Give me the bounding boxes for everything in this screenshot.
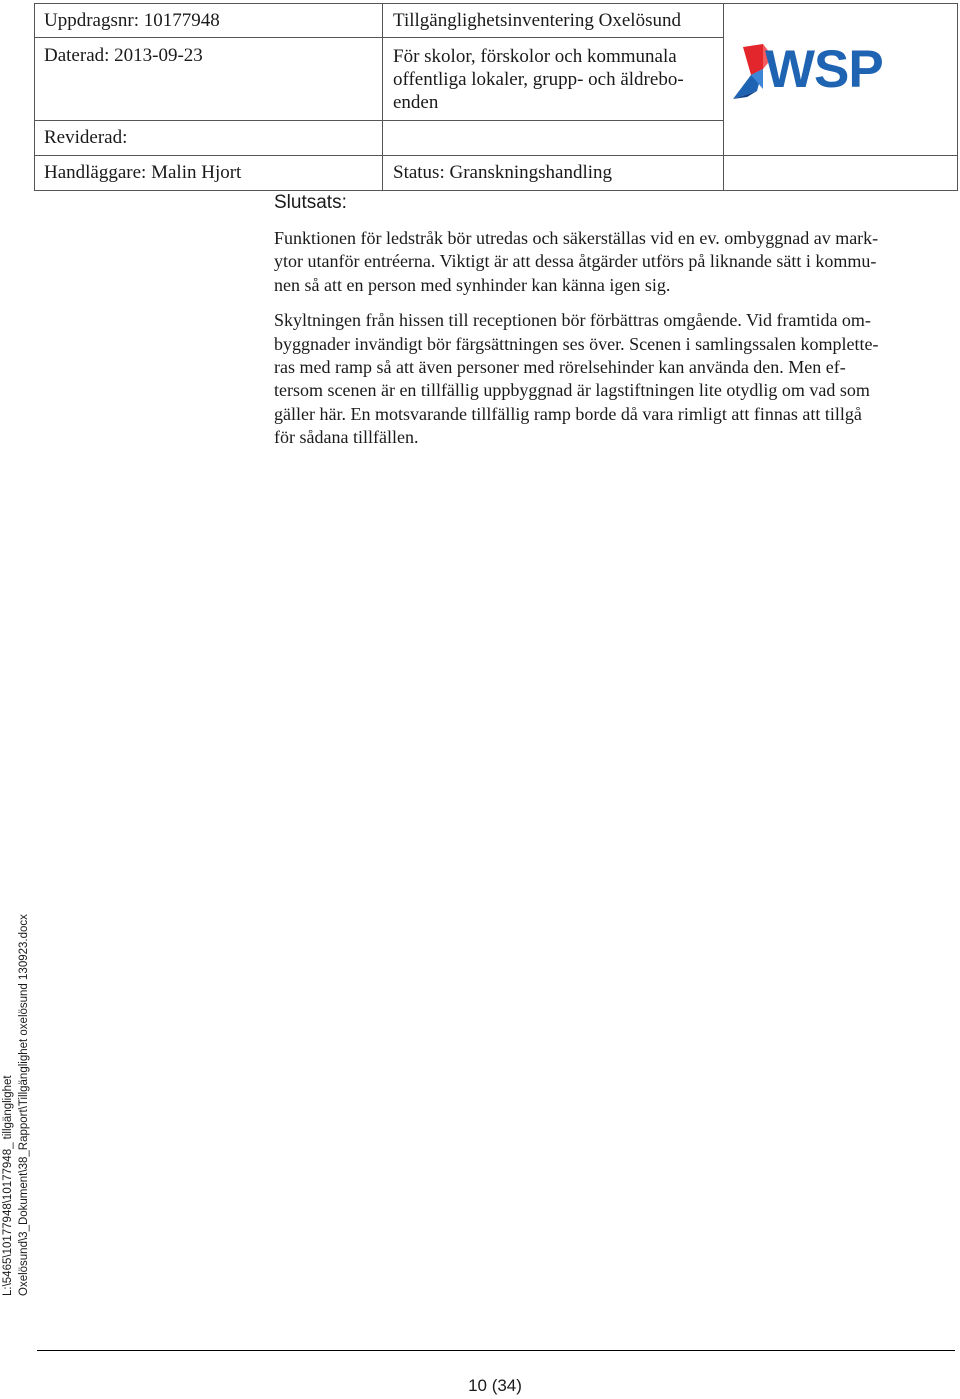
paragraph <box>274 309 954 449</box>
assignment-number: Uppdragsnr: 10177948 <box>44 10 220 31</box>
text-line: nen så att en person med synhinder kan känna igen sig. <box>274 274 671 295</box>
subtitle-line: enden <box>393 92 439 113</box>
page-number: 10 (34) <box>468 1376 522 1395</box>
document-title: Tillgänglighetsinventering Oxelösund <box>393 10 681 31</box>
body-text <box>274 227 954 462</box>
text-line: Funktionen för ledstråk bör utredas och säkerställas vid en ev. ombyggnad av mark- <box>274 228 879 248</box>
file-path-line: L:\5465\10177948\10177948_ tillgänglighet <box>2 1075 14 1296</box>
text-line: ras med ramp så att även personer med rörelsehinder kan använda den. Men ef- <box>274 357 846 378</box>
text-line: tersom scenen är en tillfällig uppbyggnad är lagstiftningen lite otydlig om vad som <box>274 380 870 401</box>
file-path-line: Oxelösund\3_Dokument\38_Rapport\Tillgänglighet oxelösund 130923.docx <box>18 914 30 1296</box>
text-line: Skyltningen från hissen till receptionen bör förbättras omgående. Vid framtida om- <box>274 310 871 331</box>
text-line: byggnader invändigt bör färgsättningen ses över. Scenen i samlingssalen komplette- <box>274 333 879 354</box>
subtitle-line: För skolor, förskolor och kommunala <box>393 46 677 67</box>
text-line: gäller här. En motsvarande tillfällig ramp borde då vara rimligt att finnas att tillgå <box>274 403 862 424</box>
document-header <box>34 3 958 191</box>
logo-wordmark: WSP <box>765 40 883 99</box>
paragraph <box>274 227 954 297</box>
text-line: ytor utanför entréerna. Viktigt är att dessa åtgärder utförs på liknande sätt i kommu- <box>274 251 877 272</box>
case-officer: Handläggare: Malin Hjort <box>44 162 242 183</box>
document-status: Status: Granskningshandling <box>393 162 613 183</box>
section-label: Slutsats: <box>274 192 347 213</box>
file-path-margin <box>0 916 46 1296</box>
footer-divider <box>37 1350 955 1351</box>
date-field: Daterad: 2013-09-23 <box>44 45 203 66</box>
text-line: för sådana tillfällen. <box>274 427 419 448</box>
document-subtitle <box>393 45 684 114</box>
revised-field: Reviderad: <box>44 127 128 148</box>
wsp-logo <box>733 39 921 103</box>
subtitle-line: offentliga lokaler, grupp- och äldrebo- <box>393 69 684 90</box>
